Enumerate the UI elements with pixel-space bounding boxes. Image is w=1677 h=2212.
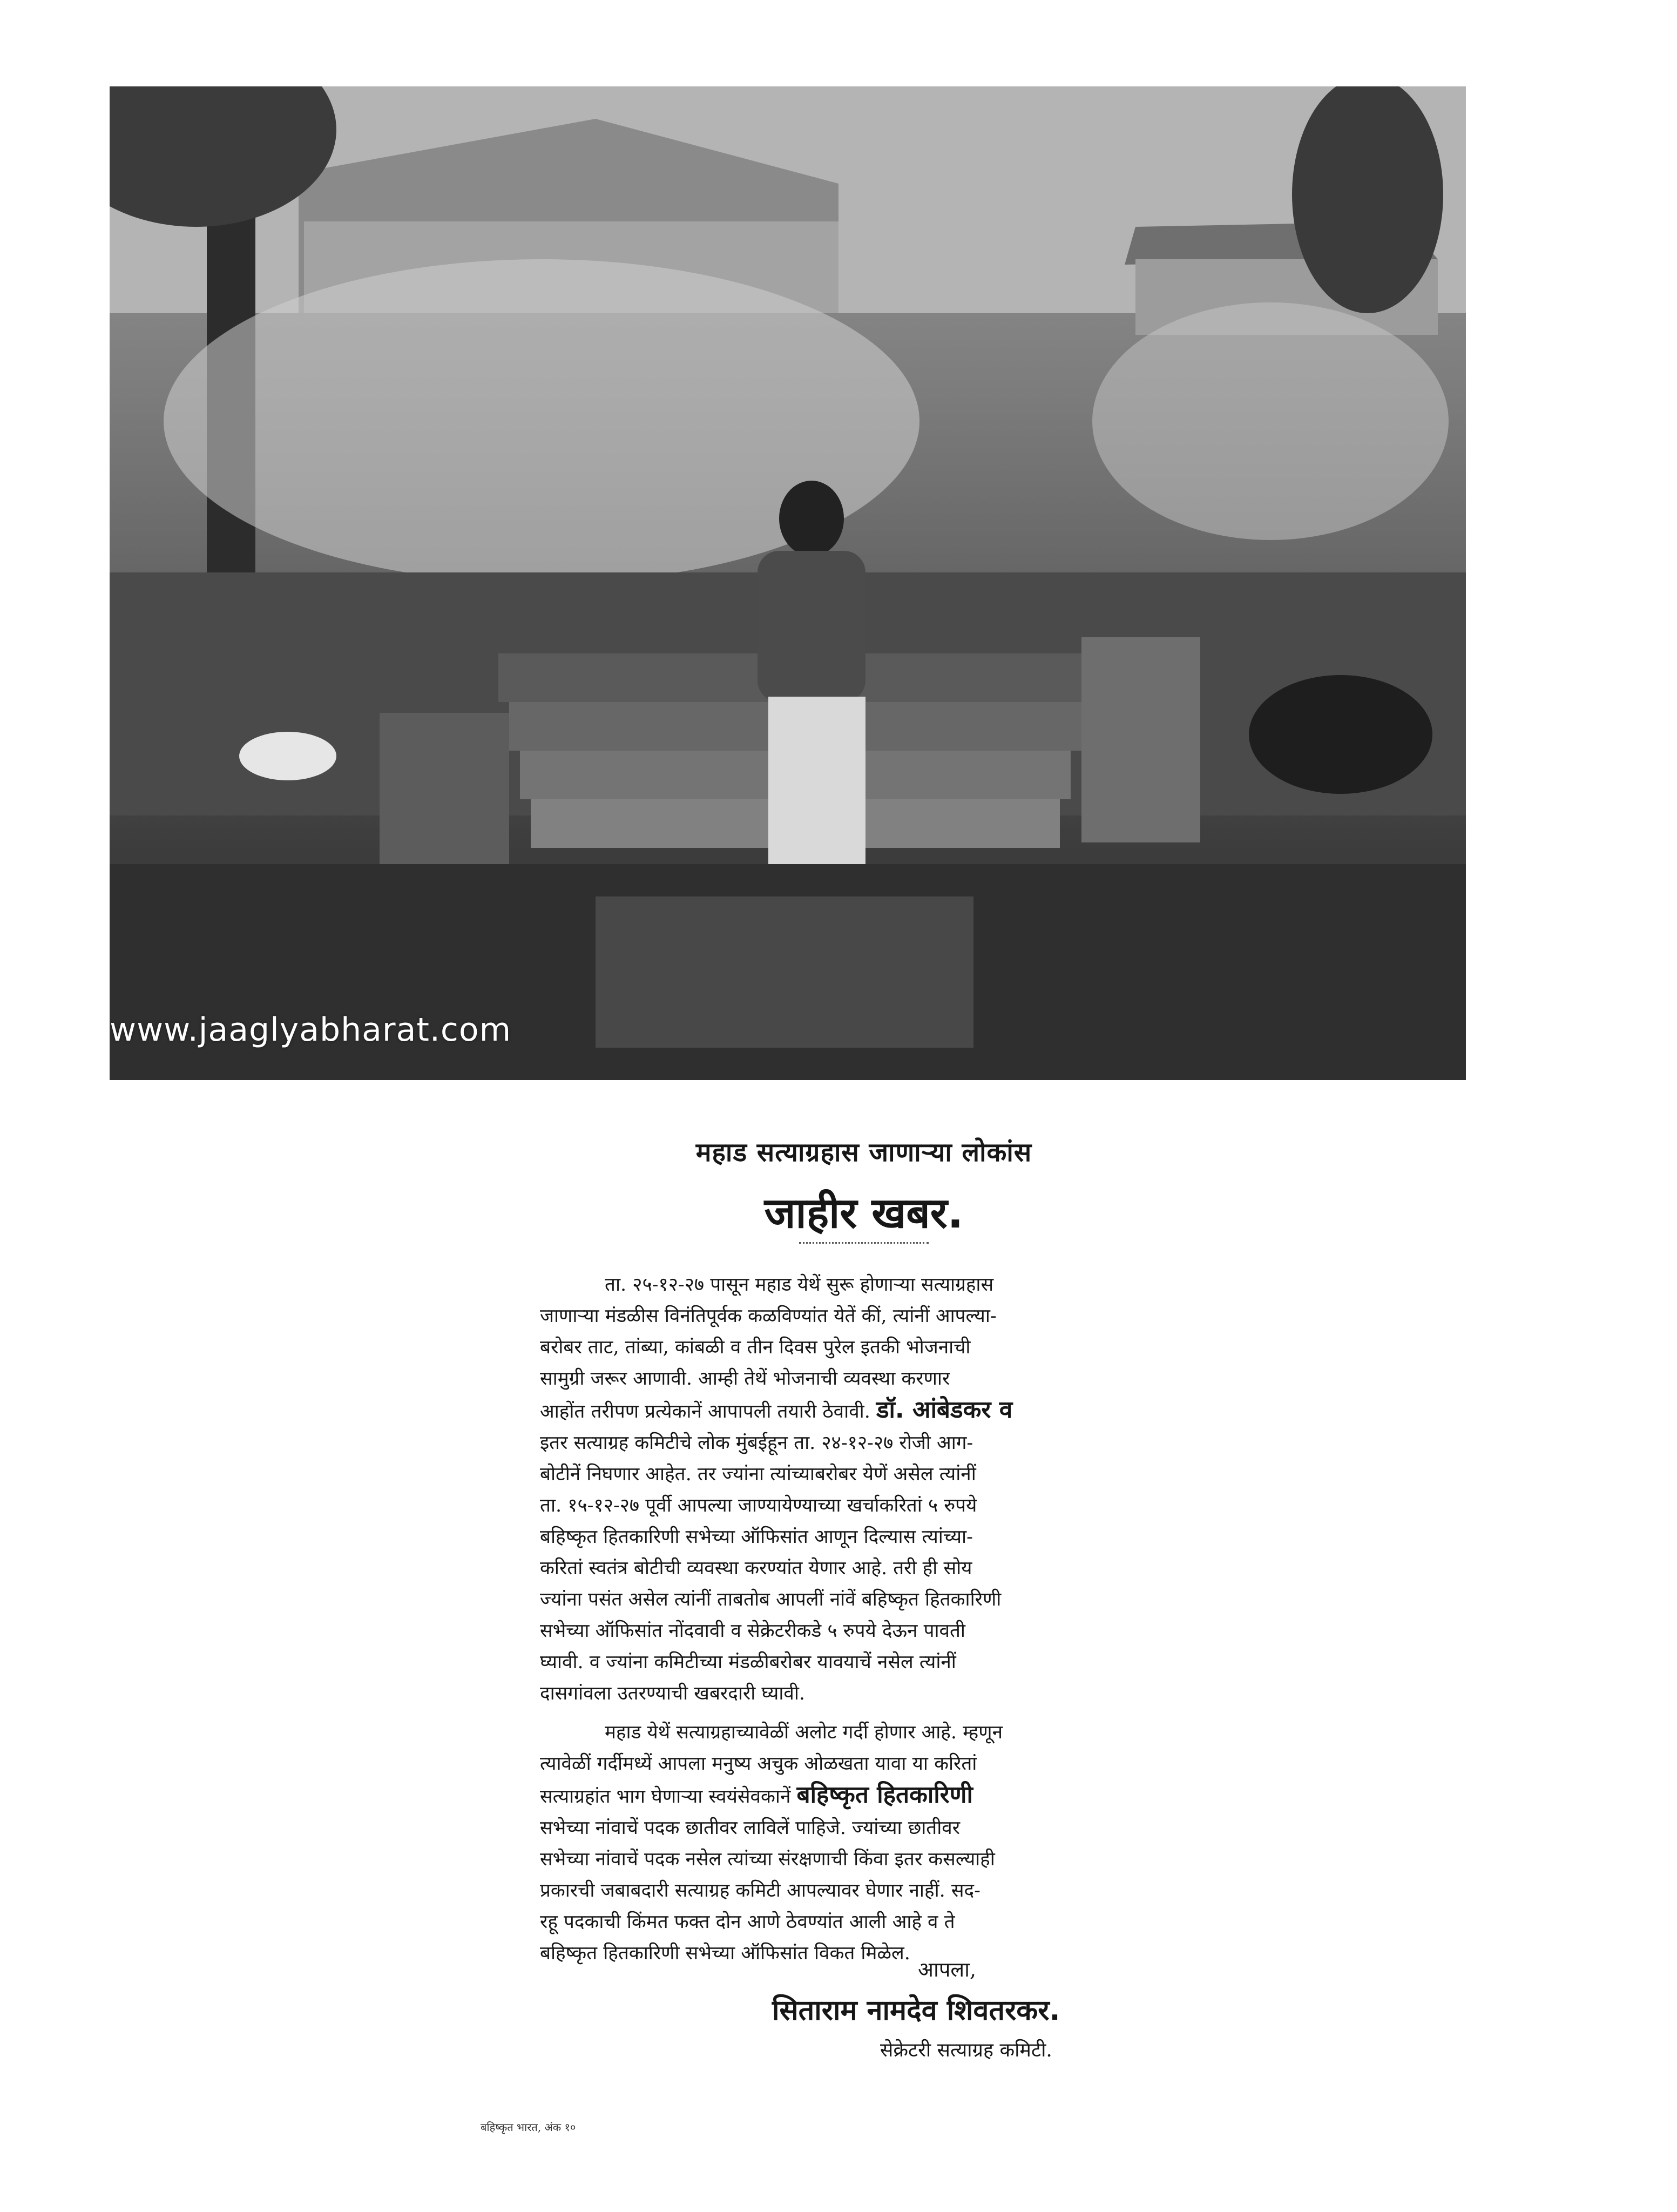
notice-headline: जाहीर खबर. — [764, 1189, 964, 1238]
body-line: करितां स्वतंत्र बोटीची व्यवस्था करण्यांत येणार आहे. तरी ही सोय — [540, 1557, 972, 1579]
body-line: दासगांवला उतरण्याची खबरदारी घ्यावी. — [540, 1683, 806, 1704]
body-line: जाणाऱ्या मंडळीस विनंतिपूर्वक कळविण्यांत येतें कीं, त्यांनीं आपल्या- — [540, 1305, 997, 1327]
body-line: त्यावेळीं गर्दीमध्यें आपला मनुष्य अचुक ओळखता यावा या करितां — [540, 1753, 977, 1775]
palm-tree — [1292, 86, 1443, 313]
body-line: बहिष्कृत हितकारिणी सभेच्या ऑफिसांत आणून दिल्यास त्यांच्या- — [540, 1526, 973, 1548]
body-line-text: सत्याग्रहांत भाग घेणाऱ्या स्वयंसेवकानें — [540, 1786, 791, 1808]
closing-salutation: आपला, — [918, 1958, 977, 1981]
crowd-right — [1092, 302, 1449, 540]
body-line: इतर सत्याग्रह कमिटीचे लोक मुंबईहून ता. २४-१२-२७ रोजी आग- — [540, 1432, 973, 1454]
body-line: सभेच्या नांवाचें पदक नसेल त्यांच्या संरक्षणाची किंवा इतर कसल्याही — [540, 1849, 995, 1870]
newspaper-notice — [481, 1134, 1188, 2160]
watermark-text: www.jaaglyabharat.com — [110, 1011, 512, 1049]
body-line-text: आहोंत तरीपण प्रत्येकानें आपापली तयारी ठेवावी. — [540, 1401, 870, 1422]
body-line: बरोबर ताट, तांब्या, कांबळी व तीन दिवस पुरेल इतकी भोजनाची — [540, 1337, 971, 1358]
historical-photograph — [110, 86, 1466, 1080]
buffalo — [1249, 675, 1432, 794]
body-line: महाड येथें सत्याग्रहाच्यावेळीं अलोट गर्दी होणार आहे. म्हणून — [605, 1722, 1003, 1743]
body-line: ता. १५-१२-२७ पूर्वी आपल्या जाण्यायेण्याच्या खर्चाकरितां ५ रुपये — [540, 1495, 977, 1516]
decorative-divider — [799, 1242, 929, 1244]
photo-scene — [110, 86, 1466, 1080]
figure-coat — [758, 551, 865, 702]
body-line: सभेच्या नांवाचें पदक छातीवर लाविलें पाहिजे. ज्यांच्या छातीवर — [540, 1817, 961, 1839]
stone-wall-left — [380, 713, 509, 864]
stone-pillar-right — [1081, 637, 1200, 842]
body-line: सामुग्री जरूर आणावी. आम्ही तेथें भोजनाची व्यवस्था करणार — [540, 1368, 950, 1390]
notice-body — [540, 1269, 1188, 1969]
body-line: बहिष्कृत हितकारिणी सभेच्या ऑफिसांत विकत मिळेल. — [540, 1943, 910, 1964]
dog — [239, 732, 336, 780]
water-reflection — [596, 896, 973, 1048]
signatory-name: सिताराम नामदेव शिवतरकर. — [772, 1994, 1060, 2027]
notice-subheading: महाड सत्याग्रहास जाणाऱ्या लोकांस — [695, 1137, 1032, 1168]
body-line: रहू पदकाची किंमत फक्त दोन आणे ठेवण्यांत आली आहे व ते — [540, 1911, 955, 1933]
source-footnote: बहिष्कृत भारत, अंक १० — [481, 2121, 576, 2134]
body-line-with-name — [540, 1394, 1188, 1427]
body-line: बोटीनें निघणार आहेत. तर ज्यांना त्यांच्याबरोबर येणें असेल त्यांनीं — [540, 1464, 976, 1485]
figure-head — [779, 481, 844, 556]
doctor-name: डॉ. आंबेडकर व — [876, 1396, 1013, 1424]
body-line: घ्यावी. व ज्यांना कमिटीच्या मंडळीबरोबर यावयाचें नसेल त्यांनीं — [540, 1651, 956, 1673]
body-line: ता. २५-१२-२७ पासून महाड येथें सुरू होणाऱ्या सत्याग्रहास — [605, 1274, 994, 1296]
body-line: ज्यांना पसंत असेल त्यांनीं ताबतोब आपलीं नांवें बहिष्कृत हितकारिणी — [540, 1589, 1002, 1610]
body-line-with-society — [540, 1779, 1188, 1812]
society-name: बहिष्कृत हितकारिणी — [796, 1781, 973, 1809]
signatory-designation: सेक्रेटरी सत्याग्रह कमिटी. — [880, 2039, 1052, 2061]
body-line: सभेच्या ऑफिसांत नोंदवावी व सेक्रेटरीकडे ५ रुपये देऊन पावती — [540, 1620, 965, 1642]
body-line: प्रकारची जबाबदारी सत्याग्रह कमिटी आपल्यावर घेणार नाहीं. सद- — [540, 1880, 980, 1901]
